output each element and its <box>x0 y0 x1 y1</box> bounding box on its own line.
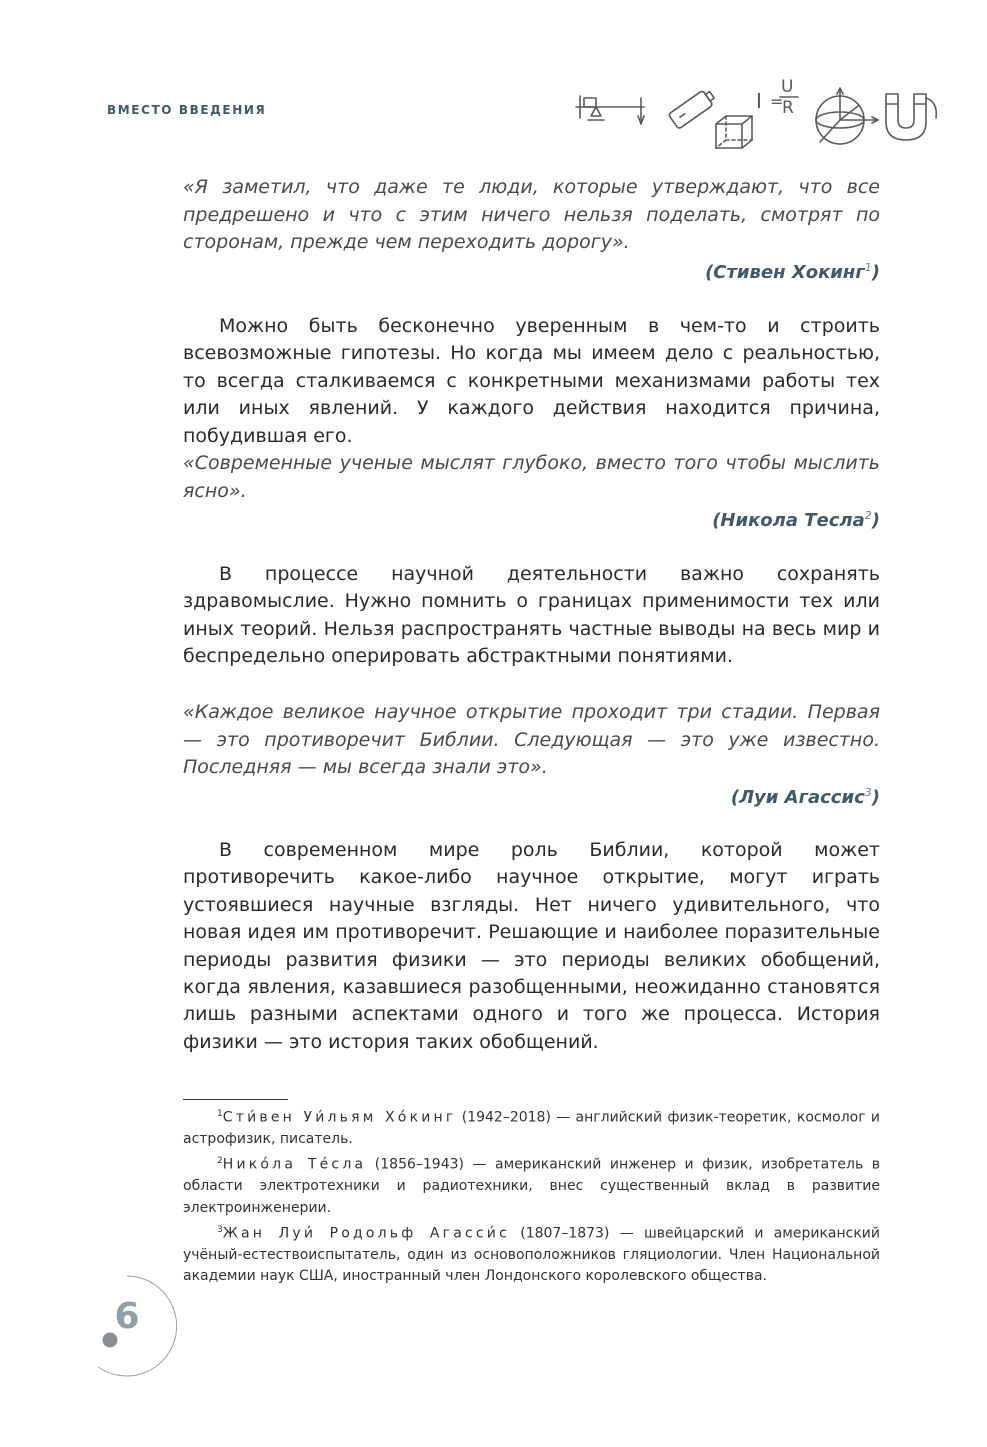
footnote-2: $^2$Нико́ла Те́сла (1856–1943) — американский инженер и физик, изобретатель в области электротехники и радиотехники, внес существенный вклад в развитие электроинженерии. <box>183 1156 880 1216</box>
quote-hawking: «Я заметил, что даже те люди, которые утверждают, что все предрешено и что с этим ничего нельзя поделать, смотрят по сторонам, прежде чем переходить дорогу». <box>183 176 880 253</box>
formula-r: R <box>782 98 794 118</box>
attribution-hawking: (Стивен Хокинг$^1$) <box>705 260 880 283</box>
body-paragraph: В современном мире роль Библии, которой может противоречить какое-либо научное открытие, могут играть устоявшиеся научные взгляды. Нет ничего удивительного, что новая идея им противоречит. Решающие и наиболее поразительные периоды развития физики — это периоды великих обобщений, когда явления, казавшиеся разобщенными, неожиданно становятся лишь разными аспектами одного и того же процесса. История физики — это история таких обобщений. <box>183 839 880 1053</box>
footnote-divider <box>183 1099 288 1100</box>
paragraph-1 <box>183 313 880 450</box>
magnet-icon <box>886 94 936 140</box>
cube-icon <box>716 116 752 148</box>
lever-balance-icon <box>576 96 644 124</box>
quote-agassiz: «Каждое великое научное открытие проходит три стадии. Первая — это противоречит Библии. Следующая — это уже известно. Последняя — мы всегда знали это». <box>183 701 880 778</box>
footnote-3: $^3$Жан Луи́ Родольф Агасси́с (1807–1873) — швейцарский и американский учёный-естествоиспытатель, один из основоположников гляциологии. Член Национальной академии наук США, иностранный член Лондонского королевского общества. <box>183 1224 880 1285</box>
sphere-axes-icon <box>816 88 878 144</box>
ohms-law-formula <box>756 77 798 118</box>
formula-i: I <box>756 89 762 113</box>
body-paragraph: В процессе научной деятельности важно сохранять здравомыслие. Нужно помнить о границах применимости тех или иных теорий. Нельзя распространять частные выводы на весь мир и беспредельно оперировать абстрактными понятиями. <box>183 563 880 668</box>
quote-block-3 <box>183 699 880 808</box>
attribution-tesla: (Никола Тесла$^2$) <box>712 509 880 531</box>
footnote-ref-3[interactable]: 3 <box>864 785 872 799</box>
footnote-ref-1[interactable]: 1 <box>864 260 872 274</box>
science-doodles <box>574 72 946 154</box>
paragraph-3 <box>183 837 880 1056</box>
attribution-agassiz: (Луи Агассис$^3$) <box>730 785 880 808</box>
quote-block-1 <box>183 174 880 283</box>
footnote-1: $^1$Сти́вен Уи́льям Хо́кинг (1942–2018) — английский физик-теоретик, космолог и астрофизик, писатель. <box>183 1109 880 1147</box>
body-paragraph: Можно быть бесконечно уверенным в чем-то и строить всевозможные гипотезы. Но когда мы имеем дело с реальностью, то всегда сталкиваемся с конкретными механизмами работы тех или иных явлений. У каждого действия находится причина, побудившая его. <box>183 315 880 447</box>
footnote-ref-2[interactable]: 2 <box>864 509 872 522</box>
footnotes <box>183 1104 880 1288</box>
formula-equals: = <box>770 92 784 111</box>
quote-tesla: «Современные ученые мыслят глубоко, вместо того чтобы мыслить ясно». <box>183 452 880 502</box>
formula-u: U <box>781 77 794 97</box>
battery-icon <box>668 87 717 129</box>
quote-block-2 <box>183 450 880 531</box>
page-number: 6 <box>114 1296 140 1337</box>
paragraph-2 <box>183 561 880 671</box>
running-head: ВМЕСТО ВВЕДЕНИЯ <box>107 103 267 117</box>
